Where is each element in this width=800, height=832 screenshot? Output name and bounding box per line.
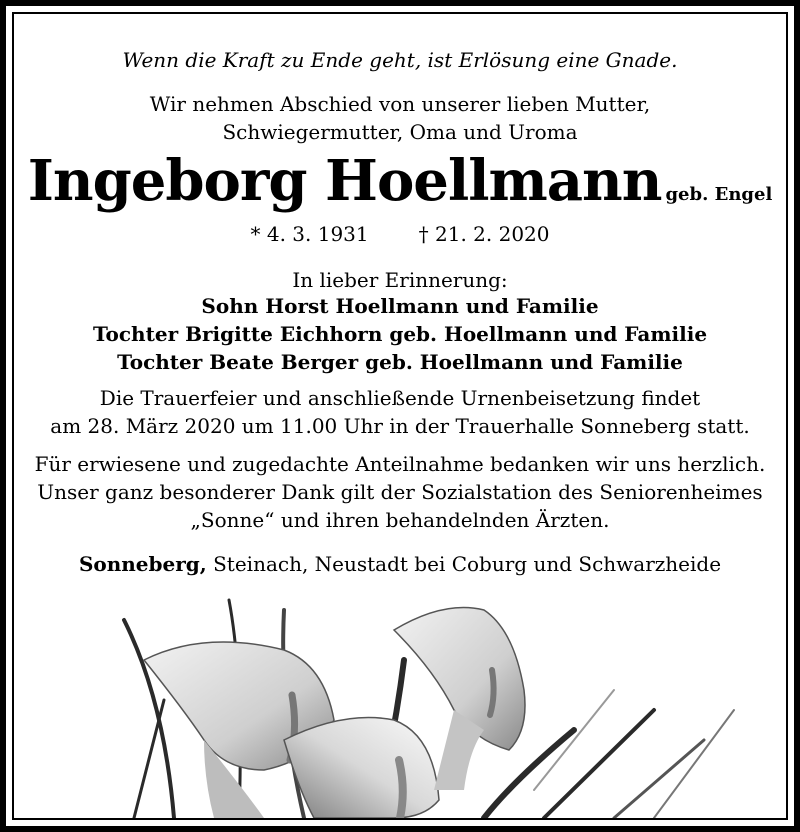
- motto: Wenn die Kraft zu Ende geht, ist Erlösung eine Gnade.: [122, 48, 678, 72]
- dates-row: [0, 222, 800, 246]
- intro-line-2: Schwiegermutter, Oma und Uroma: [222, 120, 578, 144]
- name-row: [0, 148, 800, 214]
- birth-date: * 4. 3. 1931: [250, 222, 369, 246]
- thanks-line-3: „Sonne“ und ihren behandelnden Ärzten.: [190, 508, 610, 532]
- funeral-line-1: Die Trauerfeier und anschließende Urnenbeisetzung findet: [99, 386, 701, 410]
- family-line-2: Tochter Brigitte Eichhorn geb. Hoellmann und Familie: [92, 322, 708, 346]
- birth-name: geb. Engel: [665, 184, 773, 205]
- death-date: † 21. 2. 2020: [418, 222, 550, 246]
- places: [0, 552, 800, 576]
- calla-lilies-image: [14, 590, 786, 818]
- thanks-line-2: Unser ganz besonderer Dank gilt der Sozialstation des Seniorenheimes: [37, 480, 763, 504]
- memory-heading: In lieber Erinnerung:: [292, 268, 508, 292]
- deceased-name: Ingeborg Hoellmann: [27, 148, 662, 214]
- intro-line-1: Wir nehmen Abschied von unserer lieben Mutter,: [149, 92, 651, 116]
- place-rest: Steinach, Neustadt bei Coburg und Schwarzheide: [206, 552, 722, 576]
- family-line-1: Sohn Horst Hoellmann und Familie: [201, 294, 599, 318]
- funeral-line-2: am 28. März 2020 um 11.00 Uhr in der Trauerhalle Sonneberg statt.: [50, 414, 750, 438]
- place-main: Sonneberg,: [78, 552, 207, 576]
- family-line-3: Tochter Beate Berger geb. Hoellmann und Familie: [117, 350, 683, 374]
- thanks-line-1: Für erwiesene und zugedachte Anteilnahme bedanken wir uns herzlich.: [34, 452, 766, 476]
